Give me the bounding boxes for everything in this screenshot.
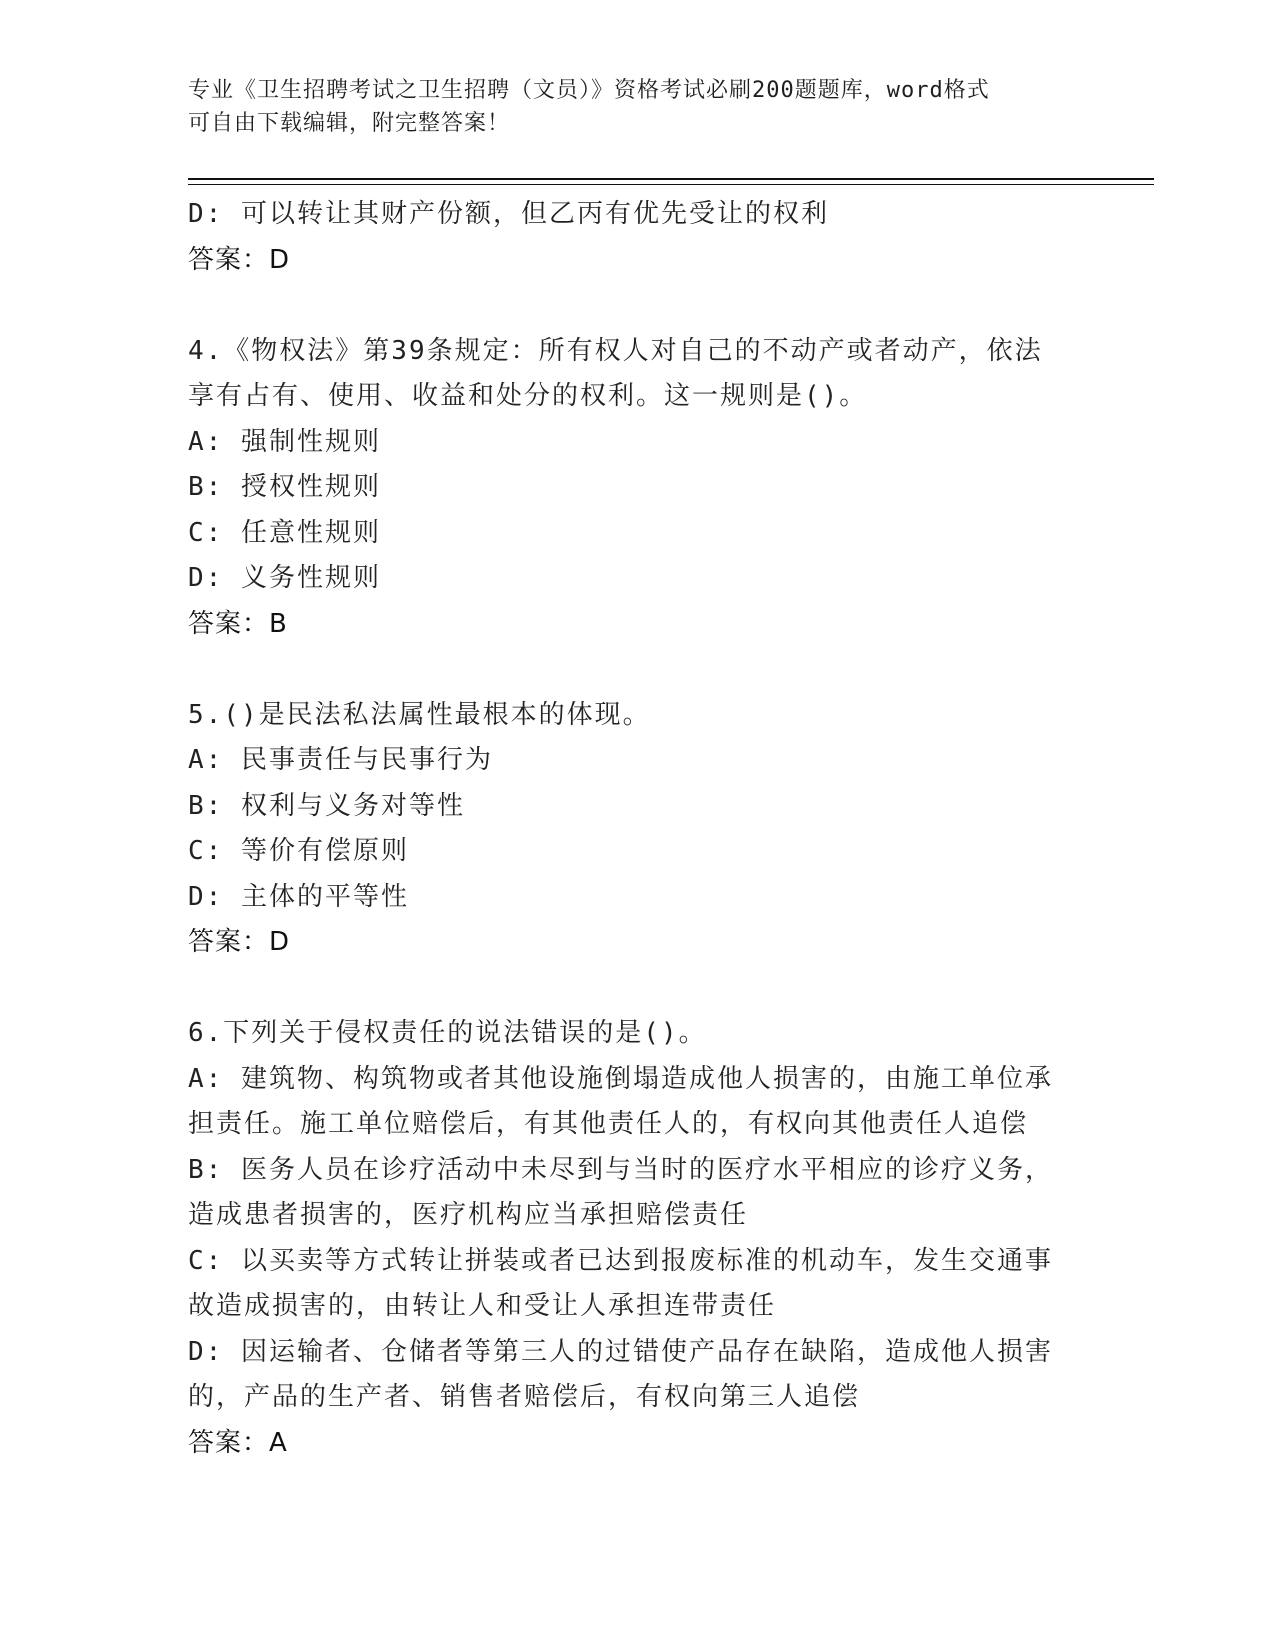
option-d-line-2: 的，产品的生产者、销售者赔偿后，有权向第三人追偿 bbox=[188, 1382, 861, 1412]
question-5 bbox=[188, 693, 1088, 966]
option-b: B: 授权性规则 bbox=[188, 472, 381, 502]
question-stem: 5.()是民法私法属性最根本的体现。 bbox=[188, 699, 651, 730]
question-stem-line-2: 享有占有、使用、收益和处分的权利。这一规则是()。 bbox=[188, 381, 868, 411]
option-b-line-2: 造成患者损害的，医疗机构应当承担赔偿责任 bbox=[188, 1200, 749, 1230]
spacer bbox=[188, 283, 1088, 329]
header-line-2: 可自由下载编辑，附完整答案！ bbox=[188, 111, 511, 136]
option-c-line-1: C: 以买卖等方式转让拼装或者已达到报废标准的机动车，发生交通事 bbox=[188, 1245, 1053, 1276]
option-a: A: 民事责任与民事行为 bbox=[188, 745, 493, 775]
option-a: A: 强制性规则 bbox=[188, 426, 381, 457]
question-4 bbox=[188, 329, 1088, 648]
question-content bbox=[188, 192, 1088, 1466]
answer-line: 答案：B bbox=[188, 608, 288, 639]
option-c-line-2: 故造成损害的，由转让人和受让人承担连带责任 bbox=[188, 1291, 777, 1321]
option-d: D: 义务性规则 bbox=[188, 563, 381, 593]
option-d: D: 可以转让其财产份额，但乙丙有优先受让的权利 bbox=[188, 199, 829, 229]
option-d: D: 主体的平等性 bbox=[188, 881, 409, 912]
header-divider-thin bbox=[188, 184, 1154, 185]
header-divider-thick bbox=[188, 178, 1154, 180]
answer-line: 答案：D bbox=[188, 244, 291, 275]
option-c: C: 等价有偿原则 bbox=[188, 836, 409, 866]
option-d-line-1: D: 因运输者、仓储者等第三人的过错使产品存在缺陷，造成他人损害 bbox=[188, 1336, 1053, 1367]
header-line-1: 专业《卫生招聘考试之卫生招聘（文员）》资格考试必刷200题题库，word格式 bbox=[188, 78, 990, 103]
spacer bbox=[188, 966, 1088, 1012]
answer-line: 答案：D bbox=[188, 927, 291, 957]
question-stem: 6.下列关于侵权责任的说法错误的是()。 bbox=[188, 1018, 707, 1048]
previous-question-tail bbox=[188, 192, 1088, 283]
option-c: C: 任意性规则 bbox=[188, 517, 381, 548]
question-6 bbox=[188, 1011, 1088, 1466]
answer-line: 答案：A bbox=[188, 1427, 288, 1458]
option-a-line-1: A: 建筑物、构筑物或者其他设施倒塌造成他人损害的，由施工单位承 bbox=[188, 1063, 1053, 1094]
option-b-line-1: B: 医务人员在诊疗活动中未尽到与当时的医疗水平相应的诊疗义务， bbox=[188, 1154, 1053, 1185]
document-header bbox=[188, 74, 1088, 140]
spacer bbox=[188, 647, 1088, 693]
question-stem-line-1: 4.《物权法》第39条规定：所有权人对自己的不动产或者动产，依法 bbox=[188, 335, 1043, 366]
option-b: B: 权利与义务对等性 bbox=[188, 790, 465, 821]
option-a-line-2: 担责任。施工单位赔偿后，有其他责任人的，有权向其他责任人追偿 bbox=[188, 1109, 1029, 1139]
